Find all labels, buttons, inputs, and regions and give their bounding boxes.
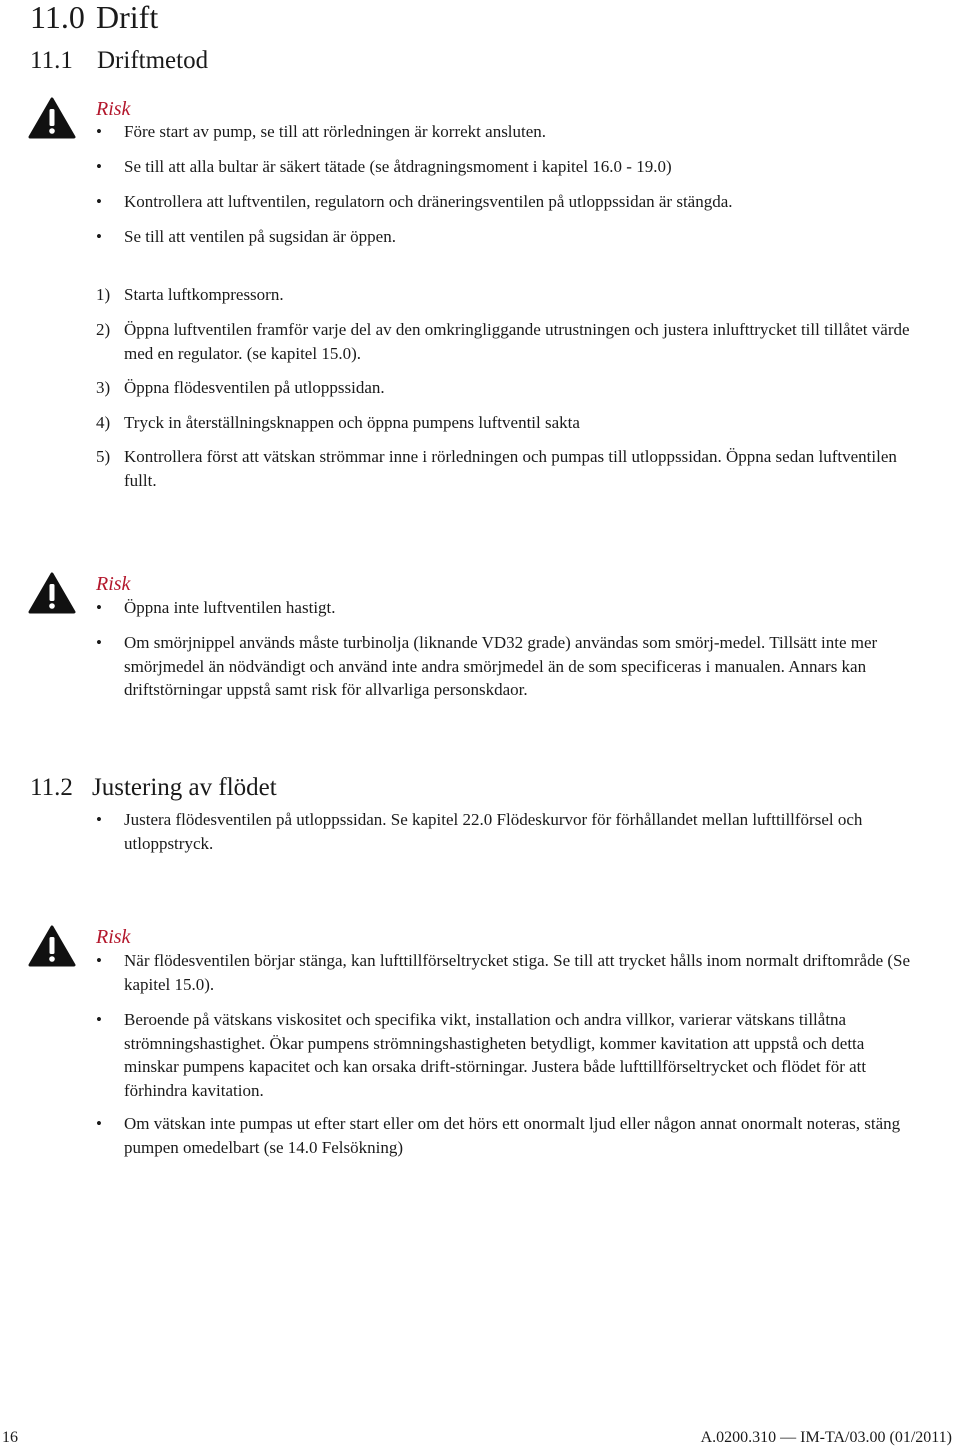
bullet-marker: • bbox=[96, 1114, 102, 1133]
bullet-marker: • bbox=[96, 598, 102, 617]
step-item: 4) Tryck in återställningsknappen och öppna pumpens luftventil sakta bbox=[96, 413, 580, 432]
list-item: • Om smörjnippel används måste turbinolja (liknande VD32 grade) användas som smörj-medel. Tillsätt inte mer smörjmedel än nödvändigt och använd inte andra smörjmedel än de som specificeras i manualen. Annars kan driftstörningar uppstå samt risk för allvarliga personskdaor. bbox=[96, 633, 878, 699]
risk-label: Risk bbox=[96, 98, 131, 120]
list-item: • Justera flödesventilen på utloppssidan. Se kapitel 22.0 Flödeskurvor för förhållandet mellan lufttillförsel och utloppstryck. bbox=[96, 810, 863, 853]
risk-label: Risk bbox=[96, 926, 131, 948]
list-item: • Öppna inte luftventilen hastigt. bbox=[96, 596, 916, 620]
subsection-heading-2 bbox=[30, 773, 277, 803]
list-item: • Om vätskan inte pumpas ut efter start eller om det hörs ett onormalt ljud eller någon annat onormalt noteras, stäng pumpen omedelbart (se 14.0 Felsökning) bbox=[96, 1114, 901, 1157]
subsection-heading-1 bbox=[30, 46, 208, 76]
step-item: 5) Kontrollera först att vätskan strömmar inne i rörledningen och pumpas till utloppssidan. Öppna sedan luftventilen fullt. bbox=[96, 447, 897, 490]
bullet-marker: • bbox=[96, 633, 102, 652]
subsection-number: 11.1 bbox=[30, 47, 73, 74]
list-item: • Kontrollera att luftventilen, regulatorn och dräneringsventilen på utloppssidan är stängda. bbox=[96, 190, 916, 214]
warning-icon bbox=[28, 925, 76, 967]
bullet-marker: • bbox=[96, 810, 102, 829]
list-item: • Före start av pump, se till att rörledningen är korrekt ansluten. bbox=[96, 120, 916, 144]
risk-label: Risk bbox=[96, 573, 131, 595]
warning-icon bbox=[28, 97, 76, 139]
step-item: 2) Öppna luftventilen framför varje del av den omkringliggande utrustningen och justera inlufttrycket till tillåtet värde med en regulator. (se kapitel 15.0). bbox=[96, 320, 910, 363]
section-heading bbox=[30, 0, 158, 34]
bullet-marker: • bbox=[96, 951, 102, 970]
bullet-marker: • bbox=[96, 157, 102, 176]
list-item: • Se till att ventilen på sugsidan är öppen. bbox=[96, 225, 916, 249]
step-item: 1) Starta luftkompressorn. bbox=[96, 285, 284, 304]
section-title: Drift bbox=[96, 0, 159, 35]
list-item: • Se till att alla bultar är säkert tätade (se åtdragningsmoment i kapitel 16.0 - 19.0) bbox=[96, 155, 916, 179]
subsection-title: Driftmetod bbox=[97, 47, 209, 74]
step-item: 3) Öppna flödesventilen på utloppssidan. bbox=[96, 378, 385, 397]
section-number: 11.0 bbox=[30, 0, 85, 35]
warning-icon bbox=[28, 572, 76, 614]
bullet-marker: • bbox=[96, 1010, 102, 1029]
document-code: A.0200.310 — IM-TA/03.00 (01/2011) bbox=[700, 1429, 952, 1446]
list-item: • När flödesventilen börjar stänga, kan lufttillförseltrycket stiga. Se till att trycket hålls inom normalt driftområde (Se kapitel 15.0). bbox=[96, 951, 911, 994]
page-number: 16 bbox=[2, 1429, 18, 1446]
bullet-marker: • bbox=[96, 192, 102, 211]
subsection-title: Justering av flödet bbox=[92, 774, 277, 801]
subsection-number: 11.2 bbox=[30, 774, 73, 801]
list-item: • Beroende på vätskans viskositet och specifika vikt, installation och andra villkor, varierar vätskans tillåtna strömningshastighet. Ökar pumpens strömningshastigheten betydligt, kommer kavitation att uppstå och detta minskar pumpens kapacitet och kan orsaka drift-störningar. Justera både lufttillförseltrycket och flödet för att förhindra kavitation. bbox=[96, 1010, 867, 1100]
bullet-marker: • bbox=[96, 227, 102, 246]
bullet-marker: • bbox=[96, 122, 102, 141]
